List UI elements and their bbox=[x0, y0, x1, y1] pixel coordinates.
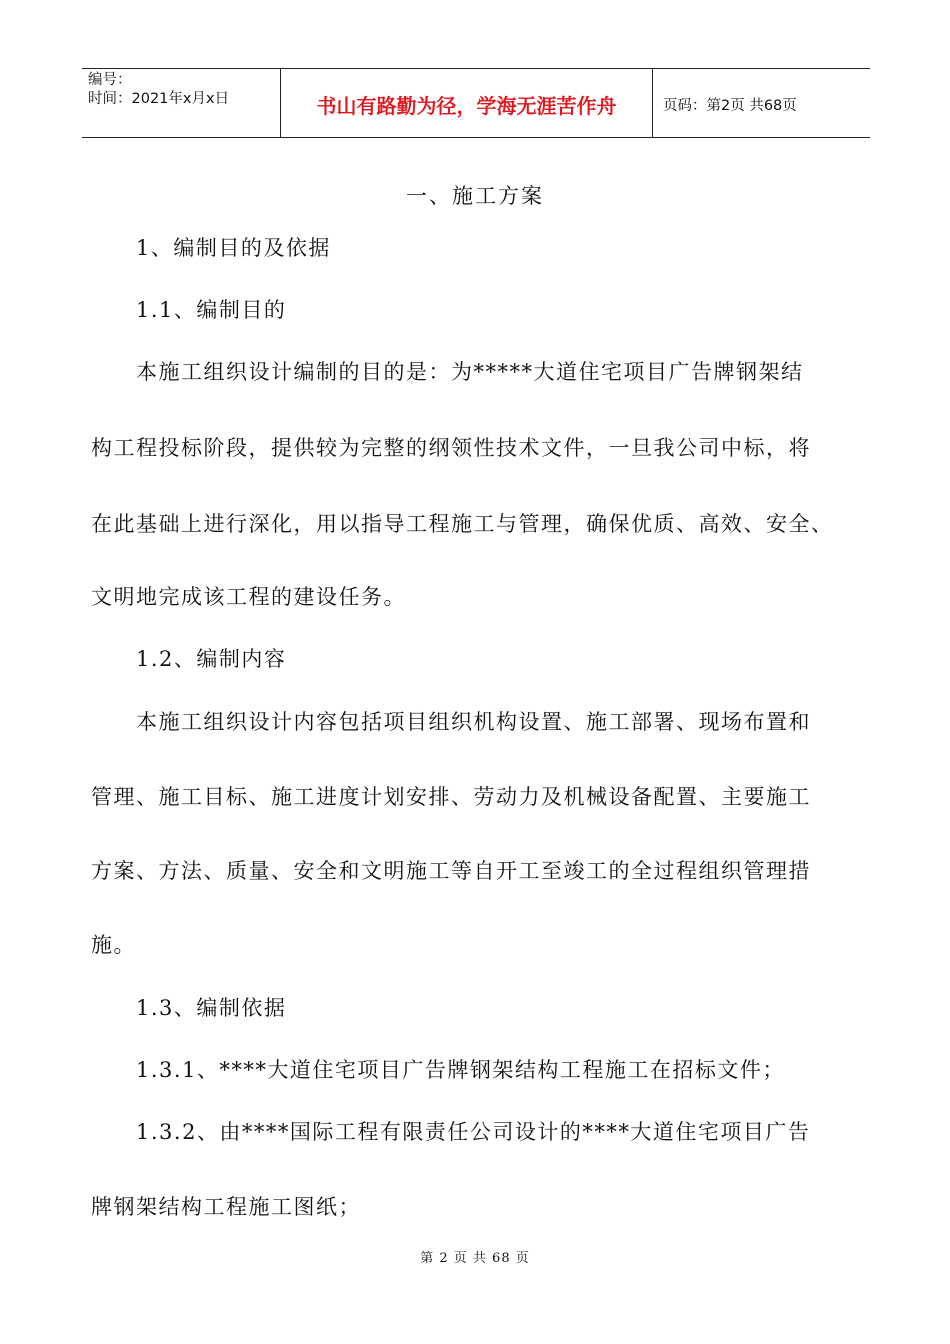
section-heading: 1、编制目的及依据 bbox=[136, 236, 331, 260]
document-title: 一、施工方案 bbox=[406, 184, 544, 208]
paragraph-line: 本施工组织设计编制的目的是：为*****大道住宅项目广告牌钢架结 bbox=[136, 360, 804, 384]
page-footer: 第 2 页 共 68 页 bbox=[420, 1251, 530, 1266]
paragraph-line: 构工程投标阶段，提供较为完整的纲领性技术文件，一旦我公司中标，将 bbox=[91, 436, 811, 460]
serial-number-label: 编号： bbox=[88, 72, 132, 88]
paragraph-line: 方案、方法、质量、安全和文明施工等自开工至竣工的全过程组织管理措 bbox=[91, 859, 811, 883]
header-motto: 书山有路勤为径，学海无涯苦作舟 bbox=[280, 69, 653, 137]
header-meta bbox=[82, 69, 280, 137]
list-item-continuation: 牌钢架结构工程施工图纸； bbox=[91, 1195, 361, 1219]
list-item: 1.3.2、由****国际工程有限责任公司设计的****大道住宅项目广告 bbox=[136, 1120, 811, 1144]
page-header bbox=[82, 68, 870, 138]
subsection-heading: 1.3、编制依据 bbox=[136, 996, 287, 1020]
paragraph-line: 管理、施工目标、施工进度计划安排、劳动力及机械设备配置、主要施工 bbox=[91, 785, 811, 809]
paragraph-line: 在此基础上进行深化，用以指导工程施工与管理，确保优质、高效、安全、 bbox=[91, 512, 834, 536]
header-page-info: 页码：第2页 共68页 bbox=[663, 97, 797, 114]
subsection-heading: 1.1、编制目的 bbox=[136, 298, 287, 322]
paragraph-line: 施。 bbox=[91, 933, 136, 957]
paragraph-line: 本施工组织设计内容包括项目组织机构设置、施工部署、现场布置和 bbox=[136, 710, 811, 734]
paragraph-line: 文明地完成该工程的建设任务。 bbox=[91, 585, 406, 609]
date-label: 时间：2021年x月x日 bbox=[88, 91, 230, 107]
subsection-heading: 1.2、编制内容 bbox=[136, 647, 287, 671]
list-item: 1.3.1、****大道住宅项目广告牌钢架结构工程施工在招标文件； bbox=[136, 1058, 785, 1082]
